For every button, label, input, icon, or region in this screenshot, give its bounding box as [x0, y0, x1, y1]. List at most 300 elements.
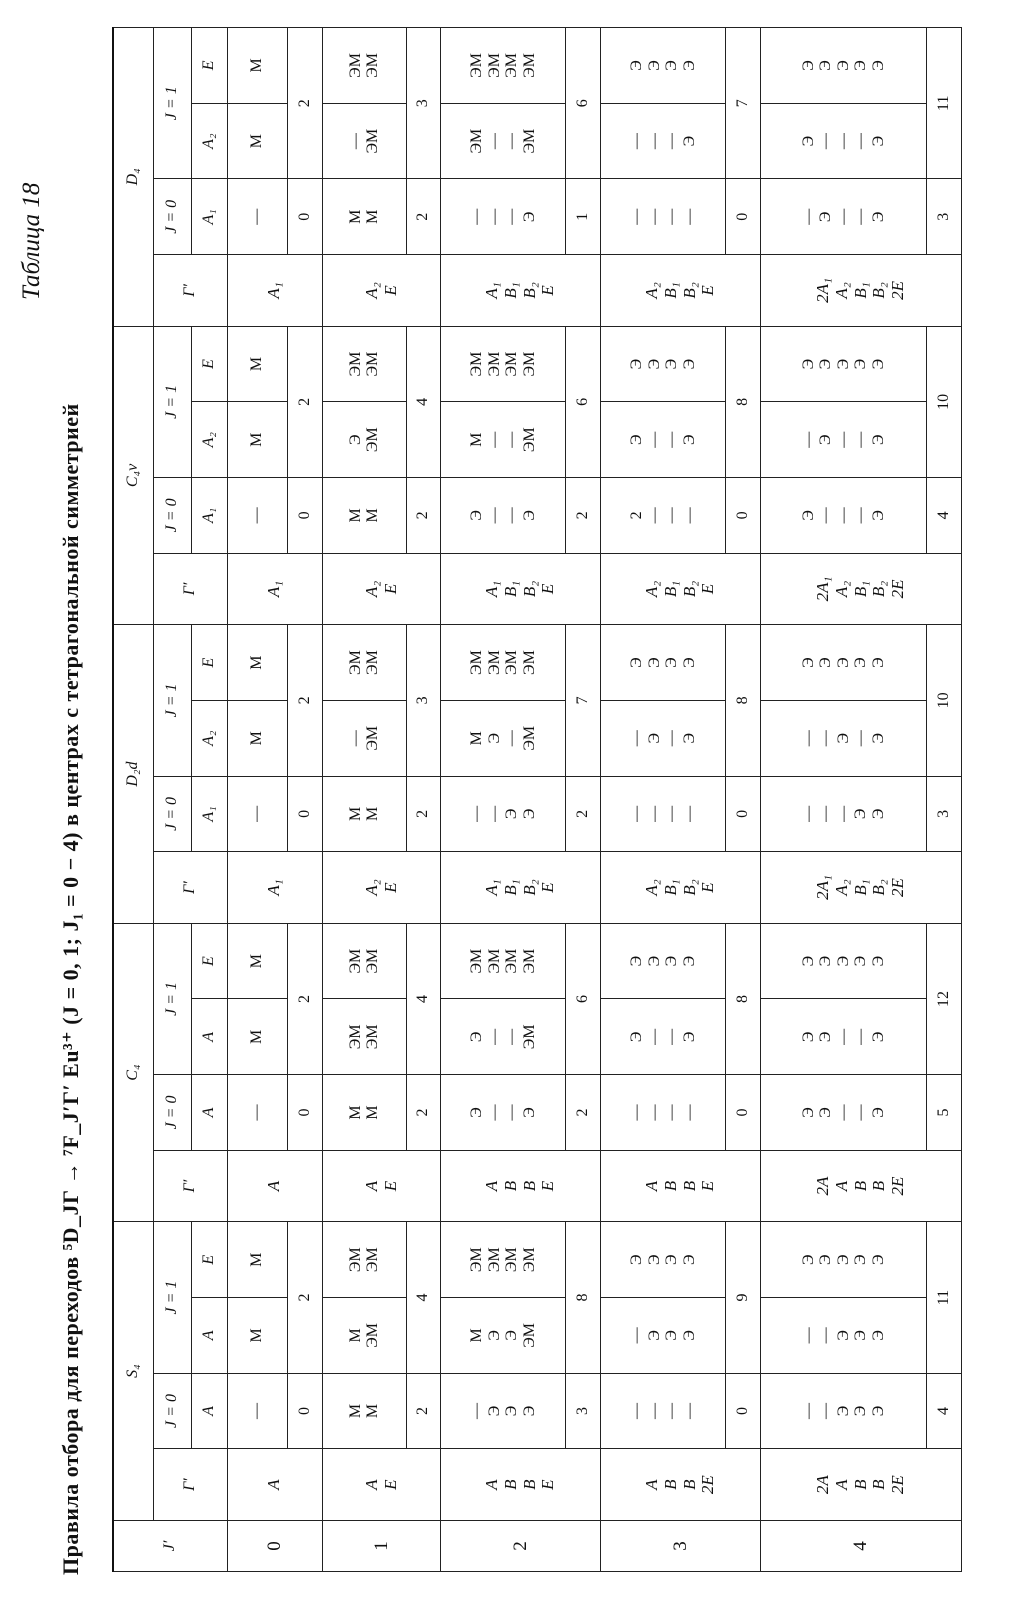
cell-line: ЭМ — [468, 53, 486, 78]
table-row — [441, 28, 566, 1572]
rule-cell — [227, 326, 288, 402]
cell-line: — — [485, 133, 503, 150]
cell-line: — — [680, 208, 698, 225]
count-j0: 2 — [406, 179, 441, 255]
rule-cell — [441, 1298, 566, 1374]
cell-line: М — [346, 1403, 364, 1419]
rule-cell — [322, 402, 406, 478]
cell-line: — — [627, 805, 645, 822]
rule-cell — [441, 700, 566, 776]
cell-line: Э — [852, 1254, 870, 1265]
cell-line: Э — [869, 732, 887, 744]
cell-line: Э — [680, 1330, 698, 1341]
cell-line: — — [817, 730, 835, 747]
cell-line: A₂ — [642, 879, 662, 896]
cell-line: Э — [869, 1405, 887, 1417]
count-j1: 6 — [566, 923, 601, 1074]
rule-cell — [760, 28, 926, 104]
count-j1: 3 — [406, 28, 441, 179]
cell-line: М — [346, 1105, 364, 1120]
cell-line: Э — [799, 1254, 817, 1265]
cell-line: A₂ — [361, 282, 381, 299]
cell-line: Э — [817, 358, 835, 370]
j0-header: J = 0 — [153, 776, 191, 852]
cell-line: 2 — [627, 511, 645, 520]
group-header-d4: D₄ — [113, 28, 153, 327]
cell-line: — — [627, 1327, 645, 1344]
rule-cell — [760, 179, 926, 255]
cell-line: B — [850, 1180, 870, 1192]
rule-cell — [601, 625, 726, 701]
cell-line: Э — [852, 1405, 870, 1417]
count-j1: 8 — [726, 625, 761, 776]
cell-line: — — [645, 805, 663, 822]
gamma-cell — [441, 1449, 601, 1521]
cell-line: E — [380, 583, 400, 595]
group-header-c4v: C₄v — [113, 326, 153, 625]
rule-cell — [441, 923, 566, 999]
cell-line: — — [663, 1403, 681, 1419]
cell-line: — — [627, 208, 645, 225]
count-j1: 11 — [927, 1222, 962, 1373]
cell-line: — — [852, 730, 870, 747]
table-row — [601, 28, 726, 1572]
cell-line: — — [680, 1403, 698, 1419]
cell-line: М — [248, 954, 266, 969]
cell-line: Э — [468, 510, 486, 521]
cell-line: — — [817, 1327, 835, 1344]
cell-line: B₁ — [660, 879, 680, 896]
cell-line: 2E — [887, 1176, 907, 1196]
rule-cell — [322, 625, 406, 701]
cell-line: М — [346, 209, 364, 224]
cell-line: ЭМ — [503, 1247, 521, 1273]
rule-cell — [227, 103, 288, 179]
count-j0: 4 — [927, 478, 962, 554]
cell-line: ЭМ — [520, 650, 538, 675]
rule-cell — [227, 923, 288, 999]
cell-line: — — [627, 730, 645, 747]
cell-line: A₁ — [482, 580, 502, 598]
cell-line: — — [663, 730, 681, 747]
cell-line: A₁ — [482, 282, 502, 299]
cell-line: — — [834, 507, 852, 524]
cell-line: E — [538, 285, 558, 296]
jprime-cell: 4 — [760, 1520, 961, 1571]
cell-line: 2E — [698, 1475, 718, 1495]
cell-line: Э — [680, 135, 698, 147]
cell-line: Э — [680, 60, 698, 71]
cell-line: М — [248, 432, 266, 447]
cell-line: ЭМ — [468, 128, 486, 154]
count-j0: 2 — [406, 776, 441, 852]
cell-line: Э — [663, 1330, 681, 1341]
cell-line: ЭМ — [364, 650, 382, 675]
cell-line: B₁ — [660, 282, 680, 299]
cell-line: B₁ — [850, 879, 870, 896]
cell-line: — — [503, 507, 521, 524]
cell-line: B — [660, 1180, 680, 1192]
rule-cell — [760, 1298, 926, 1374]
count-j0: 5 — [927, 1075, 962, 1151]
cell-line: B₂ — [869, 580, 889, 598]
cell-line: — — [485, 431, 503, 448]
cell-line: ЭМ — [364, 128, 382, 154]
rule-cell — [760, 103, 926, 179]
cell-line: B — [679, 1180, 699, 1192]
cell-line: Э — [852, 808, 870, 820]
cell-line: B — [519, 1180, 539, 1192]
rule-cell — [760, 1222, 926, 1298]
count-j1: 6 — [566, 28, 601, 179]
rule-cell — [601, 1373, 726, 1449]
cell-line: — — [799, 208, 817, 225]
cell-line: E — [698, 1180, 718, 1192]
cell-line: — — [645, 1403, 663, 1419]
count-j0: 0 — [288, 1373, 323, 1449]
cell-line: — — [485, 208, 503, 225]
rule-cell — [227, 402, 288, 478]
irrep-header: E — [191, 28, 227, 104]
cell-line: ЭМ — [468, 948, 486, 974]
cell-line: — — [663, 507, 681, 524]
count-j0: 0 — [288, 179, 323, 255]
cell-line: — — [248, 208, 266, 225]
cell-line: — — [852, 133, 870, 150]
cell-line: Э — [817, 211, 835, 223]
cell-line: — — [645, 133, 663, 150]
cell-line: ЭМ — [503, 351, 521, 377]
cell-line: — — [799, 1327, 817, 1344]
rule-cell — [227, 179, 288, 255]
cell-line: — — [852, 507, 870, 524]
cell-line: Э — [485, 1405, 503, 1417]
rule-cell — [227, 1075, 288, 1151]
cell-line: ЭМ — [520, 725, 538, 751]
cell-line: — — [248, 507, 266, 524]
cell-line: — — [852, 208, 870, 225]
rule-cell — [227, 700, 288, 776]
cell-line: М — [468, 731, 486, 746]
cell-line: Э — [817, 955, 835, 967]
cell-line: A — [642, 1180, 662, 1192]
gamma-cell — [760, 1150, 961, 1222]
jprime-cell: 1 — [322, 1520, 441, 1571]
irrep-header: A — [191, 1373, 227, 1449]
rule-cell — [227, 999, 288, 1075]
cell-line: Э — [799, 955, 817, 967]
cell-line: М — [364, 806, 382, 822]
cell-line: Э — [503, 1405, 521, 1417]
cell-line: Э — [645, 657, 663, 668]
cell-line: A₂ — [831, 879, 851, 896]
cell-line: — — [663, 431, 681, 448]
cell-line: — — [468, 208, 486, 225]
count-j0: 2 — [566, 478, 601, 554]
gamma-cell — [441, 1150, 601, 1222]
cell-line: — — [248, 1403, 266, 1419]
cell-line: Э — [468, 1031, 486, 1043]
cell-line: — — [852, 431, 870, 448]
cell-line: B₁ — [850, 580, 870, 598]
count-j1: 2 — [288, 923, 323, 1074]
cell-line: ЭМ — [364, 53, 382, 78]
count-j1: 6 — [566, 326, 601, 477]
cell-line: 2A — [813, 1176, 833, 1196]
cell-line: Э — [869, 358, 887, 370]
irrep-header: A₂ — [191, 103, 227, 179]
rule-cell — [760, 402, 926, 478]
cell-line: — — [663, 805, 681, 822]
cell-line: Э — [485, 732, 503, 744]
cell-line: М — [364, 209, 382, 224]
cell-line: ЭМ — [346, 1024, 364, 1050]
gamma-cell — [441, 255, 601, 327]
gamma-cell — [227, 852, 322, 924]
cell-line: Э — [817, 60, 835, 71]
cell-line: Э — [852, 358, 870, 370]
rule-cell — [601, 999, 726, 1075]
rule-cell — [760, 999, 926, 1075]
cell-line: — — [834, 1104, 852, 1121]
rule-cell — [601, 28, 726, 104]
count-j1: 8 — [566, 1222, 601, 1373]
cell-line: М — [248, 655, 266, 670]
j1-header: J = 1 — [153, 625, 191, 776]
rule-cell — [601, 776, 726, 852]
cell-line: Э — [645, 732, 663, 744]
cell-line: Э — [869, 955, 887, 967]
rule-cell — [441, 28, 566, 104]
cell-line: — — [834, 208, 852, 225]
cell-line: A — [361, 1479, 381, 1490]
rule-cell — [441, 999, 566, 1075]
cell-line: ЭМ — [468, 351, 486, 377]
rule-cell — [227, 478, 288, 554]
gamma-cell — [227, 553, 322, 625]
cell-line: М — [364, 1403, 382, 1419]
cell-line: — — [503, 1028, 521, 1045]
cell-line: Э — [663, 1254, 681, 1265]
rule-cell — [322, 326, 406, 402]
count-j1: 2 — [288, 28, 323, 179]
gamma-cell — [760, 255, 961, 327]
count-j0: 2 — [406, 1373, 441, 1449]
cell-line: ЭМ — [346, 650, 364, 675]
cell-line: Э — [869, 211, 887, 223]
cell-line: E — [380, 882, 400, 893]
cell-line: A — [482, 1180, 502, 1192]
cell-line: М — [248, 1328, 266, 1343]
cell-line: Э — [645, 955, 663, 967]
rule-cell — [760, 1075, 926, 1151]
cell-line: — — [817, 133, 835, 150]
count-j0: 0 — [726, 776, 761, 852]
cell-line: М — [346, 806, 364, 822]
j1-header: J = 1 — [153, 28, 191, 179]
cell-line: ЭМ — [485, 948, 503, 974]
cell-line: ЭМ — [485, 351, 503, 377]
cell-line: Э — [627, 955, 645, 967]
rule-cell — [760, 776, 926, 852]
rule-cell — [322, 28, 406, 104]
cell-line: Э — [852, 955, 870, 967]
cell-line: — — [799, 1403, 817, 1419]
cell-line: — — [485, 1028, 503, 1045]
cell-line: ЭМ — [503, 53, 521, 78]
cell-line: ЭМ — [485, 1247, 503, 1273]
cell-line: Э — [680, 657, 698, 668]
cell-line: — — [663, 1028, 681, 1045]
cell-line: ЭМ — [485, 650, 503, 675]
cell-line: A — [264, 1479, 284, 1490]
table-title: Правила отбора для переходов ⁵D_JΓ → ⁷F_J′Γ′ Eu³⁺ (J = 0, 1; J₁ = 0 − 4) в центрах с тетрагональной симметрией — [58, 403, 83, 1575]
rule-cell — [441, 1075, 566, 1151]
cell-line: Э — [799, 358, 817, 370]
cell-line: Э — [799, 1107, 817, 1118]
cell-line: A — [831, 1180, 851, 1192]
count-j0: 3 — [927, 179, 962, 255]
cell-line: — — [346, 730, 364, 747]
cell-line: — — [834, 133, 852, 150]
cell-line: A₂ — [831, 282, 851, 299]
cell-line: 2E — [887, 878, 907, 897]
cell-line: E — [538, 1479, 558, 1490]
cell-line: Э — [834, 1405, 852, 1417]
table-label: Таблица 18 — [18, 182, 45, 300]
cell-line: E — [380, 1479, 400, 1490]
cell-line: B — [869, 1180, 889, 1192]
cell-line: 2E — [887, 1475, 907, 1495]
gamma-cell — [601, 1449, 761, 1521]
cell-line: М — [248, 1029, 266, 1044]
cell-line: — — [645, 431, 663, 448]
cell-line: B₁ — [850, 282, 870, 299]
count-j0: 2 — [566, 776, 601, 852]
cell-line: Э — [852, 60, 870, 71]
cell-line: Э — [663, 657, 681, 668]
gamma-cell — [227, 1150, 322, 1222]
cell-line: E — [538, 1180, 558, 1192]
cell-line: — — [627, 133, 645, 150]
cell-line: Э — [627, 1031, 645, 1043]
cell-line: — — [680, 1104, 698, 1121]
cell-line: Э — [799, 135, 817, 147]
cell-line: Э — [520, 510, 538, 521]
cell-line: Э — [869, 135, 887, 147]
cell-line: — — [817, 507, 835, 524]
gamma-header: Γ′ — [153, 1150, 227, 1222]
group-header-c4: C₄ — [113, 923, 153, 1222]
gamma-cell — [322, 255, 441, 327]
cell-line: B₂ — [679, 580, 699, 598]
cell-line: Э — [834, 955, 852, 967]
rule-cell — [760, 478, 926, 554]
count-j0: 2 — [406, 478, 441, 554]
cell-line: A — [482, 1479, 502, 1490]
cell-line: — — [663, 1104, 681, 1121]
cell-line: Э — [468, 1107, 486, 1118]
cell-line: — — [485, 805, 503, 822]
cell-line: ЭМ — [520, 948, 538, 974]
cell-line: 2E — [887, 280, 907, 300]
cell-line: Э — [520, 211, 538, 223]
count-j0: 2 — [566, 1075, 601, 1151]
rule-cell — [601, 103, 726, 179]
cell-line: М — [346, 508, 364, 523]
cell-line: Э — [817, 1031, 835, 1043]
cell-line: ЭМ — [364, 725, 382, 751]
cell-line: B — [660, 1479, 680, 1490]
cell-line: A₂ — [361, 879, 381, 896]
cell-line: B — [679, 1479, 699, 1490]
cell-line: Э — [817, 434, 835, 445]
cell-line: М — [248, 1252, 266, 1267]
rule-cell — [441, 326, 566, 402]
cell-line: ЭМ — [520, 1024, 538, 1050]
rule-cell — [441, 776, 566, 852]
cell-line: ЭМ — [364, 1322, 382, 1348]
rule-cell — [322, 1222, 406, 1298]
cell-line: ЭМ — [503, 948, 521, 974]
cell-line: Э — [663, 955, 681, 967]
rule-cell — [760, 326, 926, 402]
cell-line: Э — [869, 60, 887, 71]
gamma-cell — [322, 1449, 441, 1521]
cell-line: B — [501, 1180, 521, 1192]
cell-line: ЭМ — [520, 427, 538, 453]
cell-line: A₁ — [482, 879, 502, 896]
cell-line: ЭМ — [468, 1247, 486, 1273]
cell-line: Э — [869, 1031, 887, 1043]
irrep-header: A₂ — [191, 402, 227, 478]
cell-line: Э — [869, 808, 887, 820]
count-j1: 11 — [927, 28, 962, 179]
count-j1: 3 — [406, 625, 441, 776]
cell-line: A₂ — [831, 580, 851, 598]
cell-line: Э — [520, 1107, 538, 1118]
cell-line: ЭМ — [346, 53, 364, 78]
rule-cell — [441, 478, 566, 554]
rule-cell — [227, 776, 288, 852]
gamma-cell — [227, 255, 322, 327]
cell-line: 2A₁ — [813, 278, 833, 303]
cell-line: Э — [869, 1330, 887, 1341]
rule-cell — [601, 402, 726, 478]
count-j0: 0 — [288, 478, 323, 554]
cell-line: — — [645, 1028, 663, 1045]
irrep-header: A₂ — [191, 700, 227, 776]
cell-line: Э — [645, 358, 663, 370]
gamma-cell — [322, 553, 441, 625]
cell-line: ЭМ — [364, 948, 382, 974]
cell-line: — — [680, 805, 698, 822]
cell-line: ЭМ — [364, 1247, 382, 1273]
cell-line: ЭМ — [346, 1247, 364, 1273]
rule-cell — [322, 1373, 406, 1449]
count-j0: 0 — [288, 776, 323, 852]
count-j1: 8 — [726, 923, 761, 1074]
rule-cell — [322, 478, 406, 554]
gamma-cell — [322, 1150, 441, 1222]
cell-line: E — [380, 285, 400, 296]
gamma-cell — [760, 553, 961, 625]
cell-line: A₂ — [642, 282, 662, 299]
rule-cell — [601, 1222, 726, 1298]
count-j1: 2 — [288, 1222, 323, 1373]
rule-cell — [760, 700, 926, 776]
cell-line: Э — [645, 60, 663, 71]
